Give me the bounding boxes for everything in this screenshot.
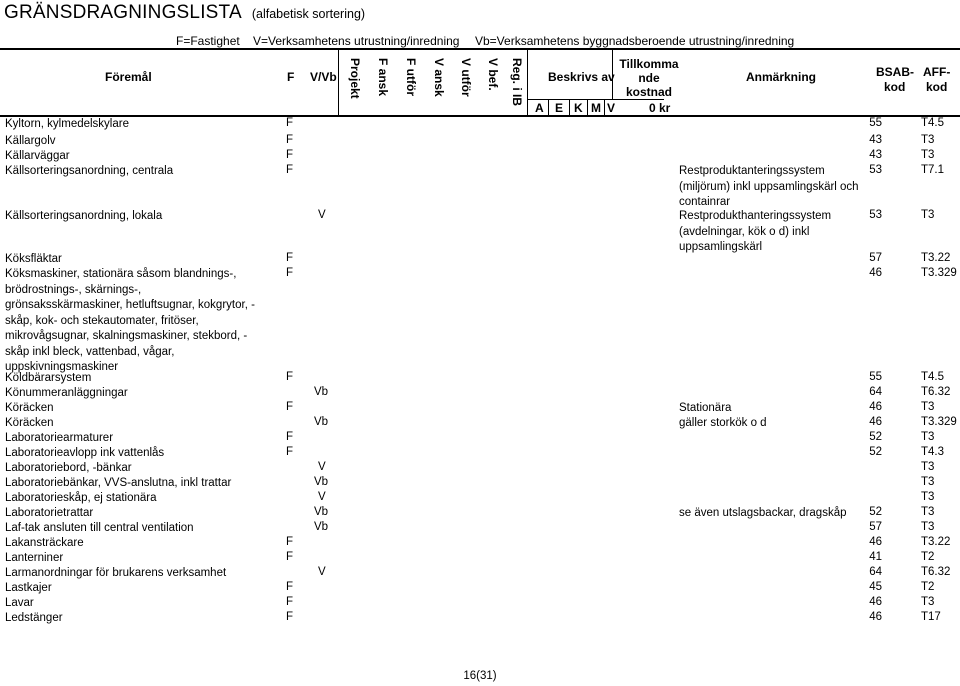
row-foremal: Laboratoriebänkar, VVS-anslutna, inkl trattar bbox=[5, 477, 232, 489]
row-aff: T3 bbox=[921, 149, 935, 161]
header-divider bbox=[548, 99, 549, 115]
header-vvb: V/Vb bbox=[310, 70, 337, 84]
row-type: F bbox=[286, 581, 294, 593]
row-foremal: Laboratoriebord, -bänkar bbox=[5, 462, 132, 474]
row-foremal: Köksmaskiner, stationära såsom blandnings-, brödrostnings-, skärnings-, grönsaksskärmaskiner, hetluftsugnar, kokgrytor, - skåp, kok- och stekautomater, fritöser, mikrovågsugnar, skalningsmaskiner, stekbord, - skåp inkl bleck, vattenbad, vågar, uppskivningsmaskiner bbox=[5, 268, 255, 373]
row-type: F bbox=[286, 117, 294, 129]
header-vbef: V bef. bbox=[486, 58, 500, 91]
header-regib: Reg. i IB bbox=[510, 58, 524, 107]
row-foremal: Laboratorieskåp, ej stationära bbox=[5, 492, 157, 504]
header-vutfor: V utför bbox=[459, 58, 473, 97]
row-foremal: Larmanordningar för brukarens verksamhet bbox=[5, 567, 227, 579]
row-bsab: 43 bbox=[869, 134, 882, 146]
row-aff: T4.3 bbox=[921, 446, 945, 458]
row-bsab: 46 bbox=[869, 611, 882, 623]
row-foremal: Köksfläktar bbox=[5, 253, 62, 265]
row-type: F bbox=[286, 596, 294, 608]
row-type: Vb bbox=[314, 416, 329, 428]
row-foremal: Kyltorn, kylmedelskylare bbox=[5, 118, 129, 130]
header-divider bbox=[338, 48, 339, 115]
page-subtitle: (alfabetisk sortering) bbox=[251, 7, 366, 21]
legend-f: F=Fastighet bbox=[176, 34, 240, 48]
row-foremal: Lastkajer bbox=[5, 582, 52, 594]
document-title bbox=[4, 2, 365, 24]
row-foremal: Köräcken bbox=[5, 402, 54, 414]
header-f: F bbox=[287, 70, 295, 84]
header-aff-2: kod bbox=[926, 80, 948, 94]
row-type: F bbox=[286, 134, 294, 146]
row-foremal: Källsorteringsanordning, lokala bbox=[5, 210, 163, 222]
row-anmarkning: Restproduktanteringssystem (miljörum) inkl uppsamlingskärl och containrar bbox=[679, 165, 859, 208]
row-anmarkning: Stationära bbox=[679, 402, 732, 414]
row-aff: T3 bbox=[921, 491, 935, 503]
page-title: GRÄNSDRAGNINGSLISTA bbox=[4, 2, 242, 23]
row-aff: T3 bbox=[921, 134, 935, 146]
row-aff: T2 bbox=[921, 581, 935, 593]
row-bsab: 64 bbox=[869, 566, 882, 578]
row-bsab: 53 bbox=[869, 209, 882, 221]
row-aff: T3 bbox=[921, 506, 935, 518]
row-type: F bbox=[286, 446, 294, 458]
row-foremal: Köräcken bbox=[5, 417, 54, 429]
row-aff: T3 bbox=[921, 401, 935, 413]
header-foremal: Föremål bbox=[105, 70, 152, 84]
header-divider bbox=[569, 99, 570, 115]
row-foremal: Källsorteringsanordning, centrala bbox=[5, 165, 174, 177]
row-bsab: 46 bbox=[869, 401, 882, 413]
row-aff: T4.5 bbox=[921, 371, 945, 383]
row-bsab: 46 bbox=[869, 267, 882, 279]
header-divider bbox=[527, 48, 528, 115]
row-foremal: Lavar bbox=[5, 597, 34, 609]
row-bsab: 55 bbox=[869, 371, 882, 383]
row-foremal: Källargolv bbox=[5, 135, 56, 147]
row-aff: T3 bbox=[921, 209, 935, 221]
row-type: V bbox=[318, 566, 326, 578]
row-aff: T3.22 bbox=[921, 252, 951, 264]
page-number: 16(31) bbox=[463, 670, 497, 682]
header-beskrivs: Beskrivs av bbox=[548, 70, 615, 84]
row-type: F bbox=[286, 164, 294, 176]
row-aff: T7.1 bbox=[921, 164, 945, 176]
row-type: F bbox=[286, 252, 294, 264]
header-bsab-2: kod bbox=[884, 80, 906, 94]
row-type: Vb bbox=[314, 386, 329, 398]
row-aff: T2 bbox=[921, 551, 935, 563]
header-divider bbox=[587, 99, 588, 115]
header-tillkomma-3: kostnad bbox=[625, 85, 672, 99]
row-type: F bbox=[286, 551, 294, 563]
row-foremal: Köldbärarsystem bbox=[5, 372, 92, 384]
row-aff: T17 bbox=[921, 611, 941, 623]
row-bsab: 55 bbox=[869, 117, 882, 129]
row-type: Vb bbox=[314, 521, 329, 533]
header-bsab-1: BSAB- bbox=[876, 65, 914, 79]
header-top-rule bbox=[0, 48, 960, 50]
legend-vb: Vb=Verksamhetens byggnadsberoende utrustning/inredning bbox=[475, 34, 795, 48]
header-projekt: Projekt bbox=[348, 58, 362, 99]
header-anmarkning: Anmärkning bbox=[746, 70, 817, 84]
row-bsab: 41 bbox=[869, 551, 882, 563]
row-foremal: Lanterniner bbox=[5, 552, 64, 564]
row-bsab: 64 bbox=[869, 386, 882, 398]
row-aff: T3 bbox=[921, 596, 935, 608]
row-bsab: 43 bbox=[869, 149, 882, 161]
header-a: A bbox=[535, 101, 544, 115]
header-aff-1: AFF- bbox=[923, 65, 951, 79]
row-type: F bbox=[286, 431, 294, 443]
header-tillkomma-1: Tillkomma bbox=[619, 57, 679, 71]
row-bsab: 46 bbox=[869, 596, 882, 608]
row-bsab: 53 bbox=[869, 164, 882, 176]
header-bottom-rule bbox=[0, 115, 960, 117]
row-type: F bbox=[286, 371, 294, 383]
row-foremal: Källarväggar bbox=[5, 150, 70, 162]
row-type: F bbox=[286, 401, 294, 413]
row-type: V bbox=[318, 209, 326, 221]
row-bsab: 52 bbox=[869, 506, 882, 518]
row-foremal: Laboratorietrattar bbox=[5, 507, 94, 519]
row-aff: T3 bbox=[921, 431, 935, 443]
header-tillkomma-2: nde bbox=[638, 71, 660, 85]
row-type: Vb bbox=[314, 506, 329, 518]
row-aff: T3.329 bbox=[921, 267, 957, 279]
row-bsab: 46 bbox=[869, 536, 882, 548]
row-aff: T3.22 bbox=[921, 536, 951, 548]
row-aff: T3.329 bbox=[921, 416, 957, 428]
header-k: K bbox=[574, 101, 583, 115]
header-m: M bbox=[591, 101, 601, 115]
row-bsab: 52 bbox=[869, 431, 882, 443]
legend-v: V=Verksamhetens utrustning/inredning bbox=[253, 34, 460, 48]
row-type: F bbox=[286, 149, 294, 161]
row-bsab: 57 bbox=[869, 252, 882, 264]
header-e: E bbox=[555, 101, 564, 115]
header-v: V bbox=[607, 101, 616, 115]
header-vansk: V ansk bbox=[432, 58, 446, 97]
row-anmarkning: Restprodukthanteringssystem (avdelningar, kök o d) inkl uppsamlingskärl bbox=[679, 210, 832, 253]
row-type: V bbox=[318, 491, 326, 503]
row-aff: T6.32 bbox=[921, 386, 951, 398]
row-foremal: Laboratoriearmaturer bbox=[5, 432, 114, 444]
header-fansk: F ansk bbox=[376, 58, 390, 97]
row-foremal: Laf-tak ansluten till central ventilation bbox=[5, 522, 194, 534]
row-bsab: 46 bbox=[869, 416, 882, 428]
row-foremal: Ledstänger bbox=[5, 612, 63, 624]
row-aff: T4.5 bbox=[921, 117, 945, 129]
row-type: F bbox=[286, 611, 294, 623]
row-aff: T3 bbox=[921, 476, 935, 488]
row-aff: T3 bbox=[921, 521, 935, 533]
row-anmarkning: gäller storkök o d bbox=[679, 417, 767, 429]
header-futfor: F utför bbox=[404, 58, 418, 96]
header-kr: 0 kr bbox=[649, 101, 671, 115]
row-anmarkning: se även utslagsbackar, dragskåp bbox=[679, 507, 847, 519]
row-aff: T6.32 bbox=[921, 566, 951, 578]
row-foremal: Laboratorieavlopp ink vattenlås bbox=[5, 447, 165, 459]
row-type: V bbox=[318, 461, 326, 473]
row-bsab: 52 bbox=[869, 446, 882, 458]
row-type: Vb bbox=[314, 476, 329, 488]
row-foremal: Könummeranläggningar bbox=[5, 387, 128, 399]
row-bsab: 57 bbox=[869, 521, 882, 533]
row-aff: T3 bbox=[921, 461, 935, 473]
row-type: F bbox=[286, 267, 294, 279]
row-bsab: 45 bbox=[869, 581, 882, 593]
row-foremal: Lakansträckare bbox=[5, 537, 84, 549]
row-type: F bbox=[286, 536, 294, 548]
header-divider bbox=[604, 99, 605, 115]
